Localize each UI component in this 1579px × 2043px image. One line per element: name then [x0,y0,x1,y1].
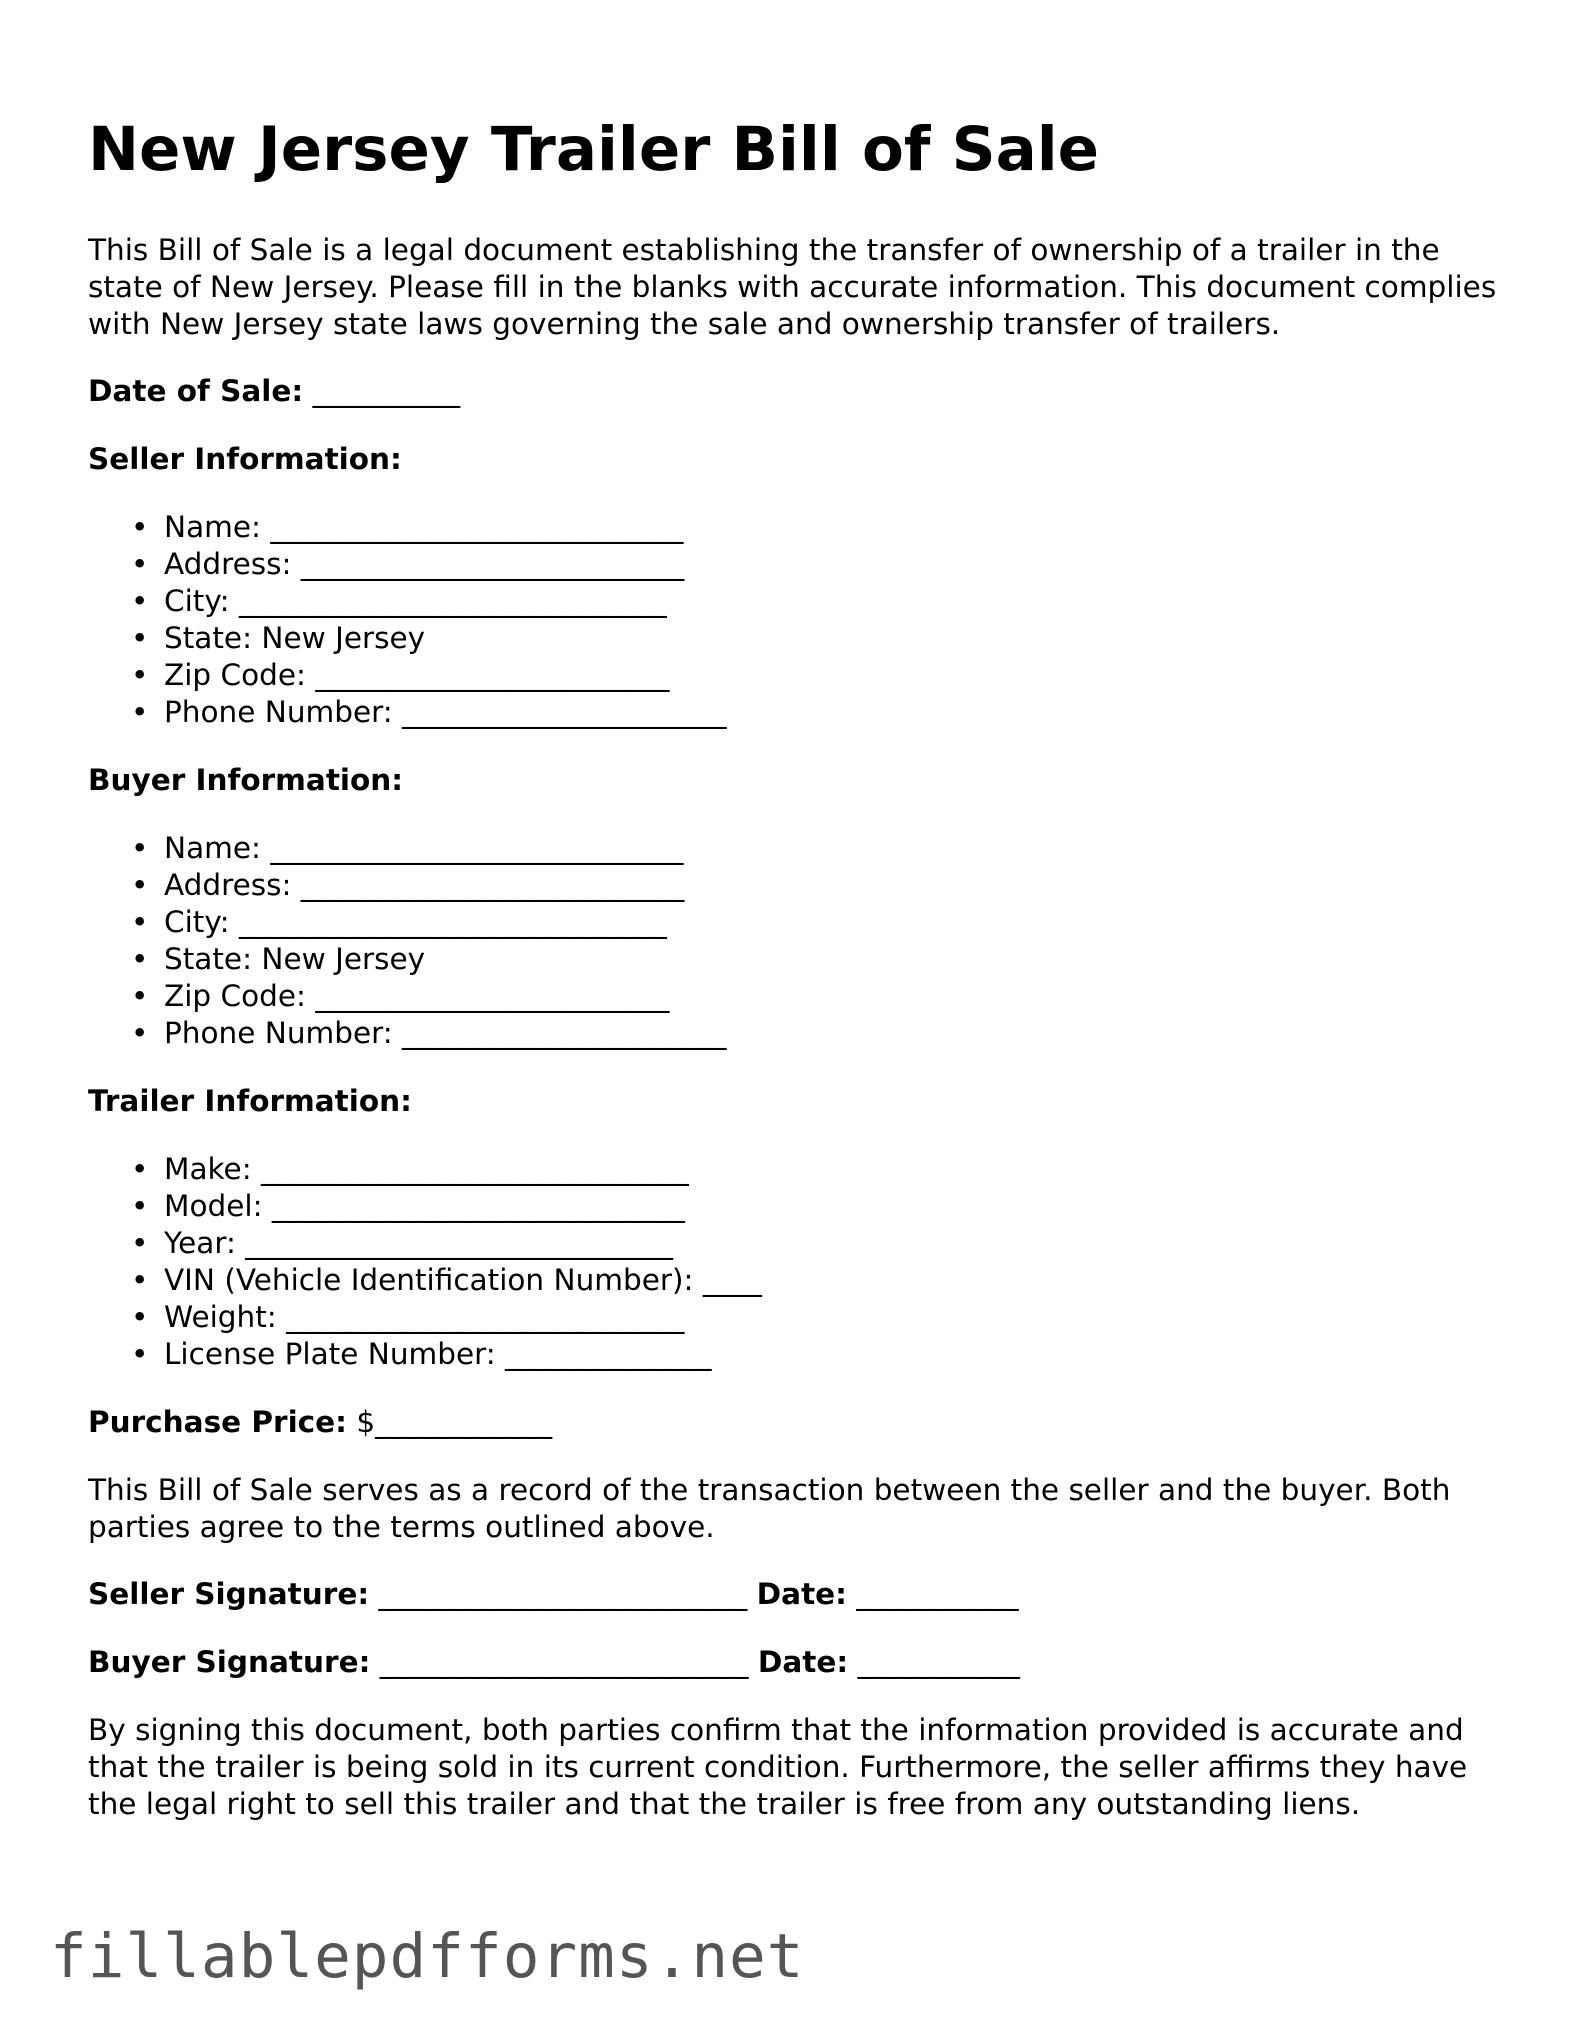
seller-signature-label: Seller Signature: [88,1577,370,1611]
bullet-icon: • [131,1189,149,1223]
buyer-phone-item[interactable]: • Phone Number: ______________________ [131,1016,727,1050]
bullet-icon: • [131,831,149,865]
seller-phone-item[interactable]: • Phone Number: ______________________ [131,695,727,729]
seller-zip-item[interactable]: • Zip Code: ________________________ [131,658,670,692]
bullet-icon: • [131,658,149,692]
intro-paragraph: This Bill of Sale is a legal document establishing the transfer of ownership of a trailer in the state of New Jersey. Please fill in the blanks with accurate information. This document complies with New Jersey state laws governing the sale and ownership transfer of trailers. [88,233,1497,341]
watermark: fillablepdfforms.net [50,1921,805,1992]
bullet-icon: • [131,1300,149,1334]
final-paragraph: By signing this document, both parties confirm that the information provided is accurate and that the trailer is being sold in its current condition. Furthermore, the seller affirms they have the legal right to sell this trailer and that the trailer is free from any outstanding liens. [88,1713,1468,1821]
buyer-signature-blank[interactable]: _________________________ [370,1645,758,1679]
trailer-make-item[interactable]: • Make: _____________________________ [131,1152,689,1186]
buyer-address-item[interactable]: • Address: __________________________ [131,868,685,902]
bullet-icon: • [131,621,149,655]
bullet-icon: • [131,695,149,729]
purchase-price-field [88,1404,1508,1441]
buyer-name-item[interactable]: • Name: ____________________________ [131,831,684,865]
seller-name-item[interactable]: • Name: ____________________________ [131,510,684,544]
seller-state-item: • State: New Jersey [131,621,426,655]
trailer-heading: Trailer Information: [88,1084,412,1118]
seller-city-item[interactable]: • City: _____________________________ [131,584,667,618]
buyer-signature-label: Buyer Signature: [88,1645,371,1679]
trailer-vin-item[interactable]: • VIN (Vehicle Identification Number): ____ [131,1263,762,1297]
trailer-year-item[interactable]: • Year: _____________________________ [131,1226,674,1260]
date-of-sale-blank[interactable]: __________ [303,374,461,408]
bullet-icon: • [131,1263,149,1297]
buyer-heading: Buyer Information: [88,763,404,797]
date-of-sale-label: Date of Sale: [88,374,304,408]
bullet-icon: • [131,979,149,1013]
bullet-icon: • [131,1152,149,1186]
buyer-list [88,830,1508,1052]
bullet-icon: • [131,868,149,902]
date-of-sale-field [88,373,1508,410]
seller-list [88,509,1508,731]
trailer-model-item[interactable]: • Model: ____________________________ [131,1189,685,1223]
bullet-icon: • [131,547,149,581]
bullet-icon: • [131,1016,149,1050]
buyer-zip-item[interactable]: • Zip Code: ________________________ [131,979,670,1013]
bullet-icon: • [131,584,149,618]
seller-date-label: Date: [756,1577,847,1611]
seller-signature-line [88,1576,1508,1613]
document-page [88,108,1508,1823]
closing-paragraph: This Bill of Sale serves as a record of the transaction between the seller and the buyer. Both parties agree to the terms outlined above. [88,1473,1451,1544]
seller-address-item[interactable]: • Address: __________________________ [131,547,685,581]
buyer-state-item: • State: New Jersey [131,942,426,976]
trailer-plate-item[interactable]: • License Plate Number: ______________ [131,1337,712,1371]
buyer-date-blank[interactable]: ___________ [848,1645,1020,1679]
trailer-weight-item[interactable]: • Weight: ___________________________ [131,1300,685,1334]
seller-date-blank[interactable]: ___________ [846,1577,1019,1611]
buyer-signature-line [88,1644,1508,1681]
purchase-price-label: Purchase Price: [88,1405,347,1439]
seller-signature-blank[interactable]: _________________________ [369,1577,757,1611]
bullet-icon: • [131,942,149,976]
buyer-date-label: Date: [757,1645,849,1679]
bullet-icon: • [131,1226,149,1260]
bullet-icon: • [131,1337,149,1371]
purchase-price-blank[interactable]: $____________ [346,1405,553,1439]
buyer-city-item[interactable]: • City: _____________________________ [131,905,667,939]
bullet-icon: • [131,510,149,544]
bullet-icon: • [131,905,149,939]
document-title: New Jersey Trailer Bill of Sale [88,114,1100,185]
trailer-list [88,1151,1508,1373]
seller-heading: Seller Information: [88,442,402,476]
